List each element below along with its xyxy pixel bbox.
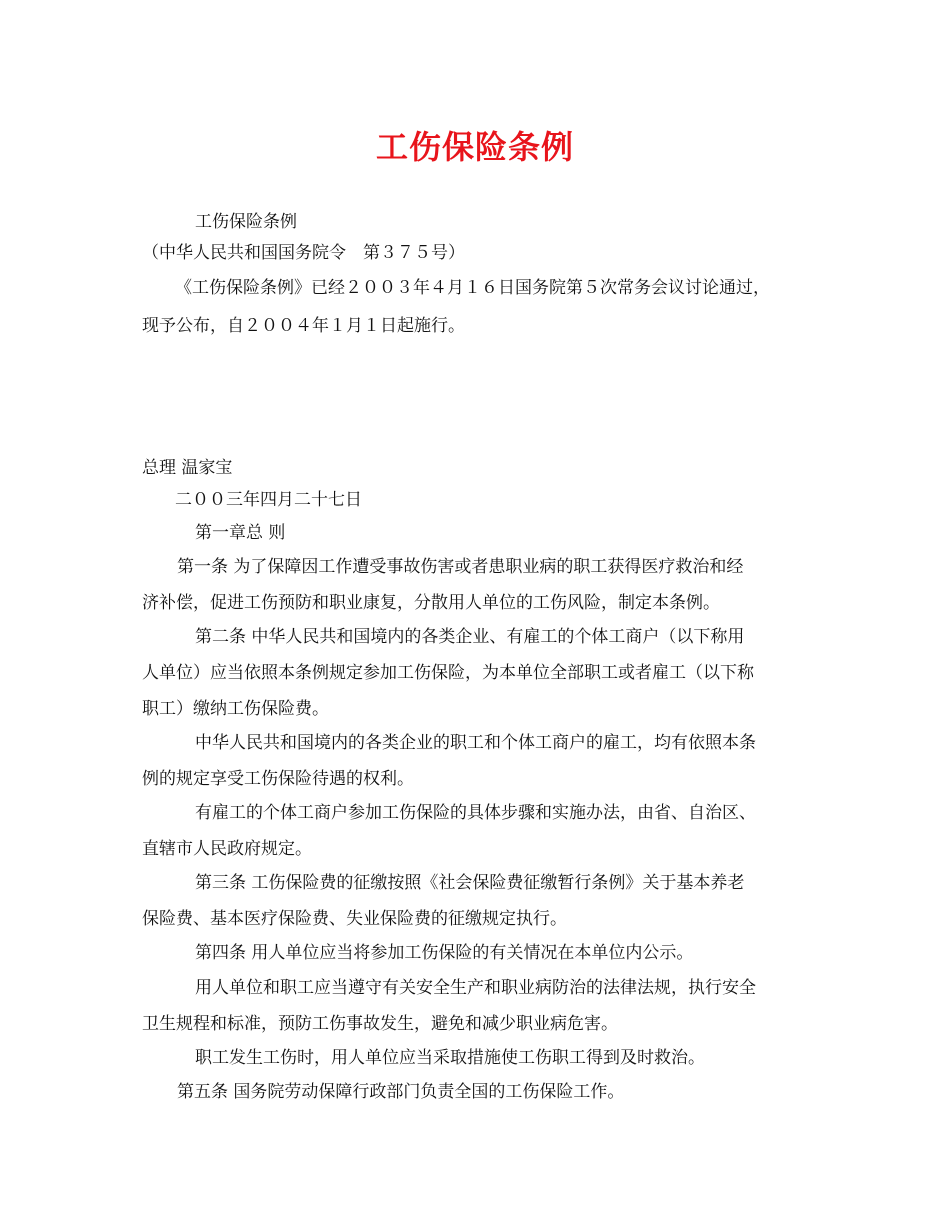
- article-2-para-3-line-2: 直辖市人民政府规定。: [142, 839, 312, 859]
- intro-line-1: 《工伤保险条例》已经２００３年４月１６日国务院第５次常务会议讨论通过，: [175, 278, 770, 298]
- intro-line-2: 现予公布，自２００４年１月１日起施行。: [142, 316, 465, 336]
- article-4-para-2-line-1: 用人单位和职工应当遵守有关安全生产和职业病防治的法律法规，执行安全: [195, 978, 756, 998]
- article-2-para-3-line-1: 有雇工的个体工商户参加工伤保险的具体步骤和实施办法，由省、自治区、: [195, 803, 756, 823]
- article-3-line-2: 保险费、基本医疗保险费、失业保险费的征缴规定执行。: [142, 909, 567, 929]
- decree-line: （中华人民共和国国务院令 第３７５号）: [142, 243, 465, 263]
- article-2-line-2: 人单位）应当依照本条例规定参加工伤保险，为本单位全部职工或者雇工（以下称: [142, 663, 754, 683]
- article-4-line-1: 第四条 用人单位应当将参加工伤保险的有关情况在本单位内公示。: [195, 943, 694, 963]
- article-4-para-3-line-1: 职工发生工伤时，用人单位应当采取措施使工伤职工得到及时救治。: [195, 1048, 705, 1068]
- chapter-heading: 第一章总 则: [195, 523, 286, 543]
- article-2-para-2-line-2: 例的规定享受工伤保险待遇的权利。: [142, 769, 414, 789]
- article-2-para-2-line-1: 中华人民共和国境内的各类企业的职工和个体工商户的雇工，均有依照本条: [195, 733, 756, 753]
- article-3-line-1: 第三条 工伤保险费的征缴按照《社会保险费征缴暂行条例》关于基本养老: [195, 873, 745, 893]
- document-title: 工伤保险条例: [375, 128, 574, 166]
- article-1-line-1: 第一条 为了保障因工作遭受事故伤害或者患职业病的职工获得医疗救治和经: [177, 557, 744, 577]
- article-5-line-1: 第五条 国务院劳动保障行政部门负责全国的工伤保险工作。: [177, 1082, 625, 1102]
- date-line: 二００三年四月二十七日: [175, 490, 362, 510]
- article-1-line-2: 济补偿，促进工伤预防和职业康复，分散用人单位的工伤风险，制定本条例。: [142, 593, 720, 613]
- article-4-para-2-line-2: 卫生规程和标准，预防工伤事故发生，避免和减少职业病危害。: [142, 1014, 618, 1034]
- article-2-line-3: 职工）缴纳工伤保险费。: [142, 699, 329, 719]
- article-2-line-1: 第二条 中华人民共和国境内的各类企业、有雇工的个体工商户（以下称用: [195, 627, 745, 647]
- signature-line: 总理 温家宝: [142, 458, 233, 478]
- heading-line: 工伤保险条例: [195, 212, 297, 232]
